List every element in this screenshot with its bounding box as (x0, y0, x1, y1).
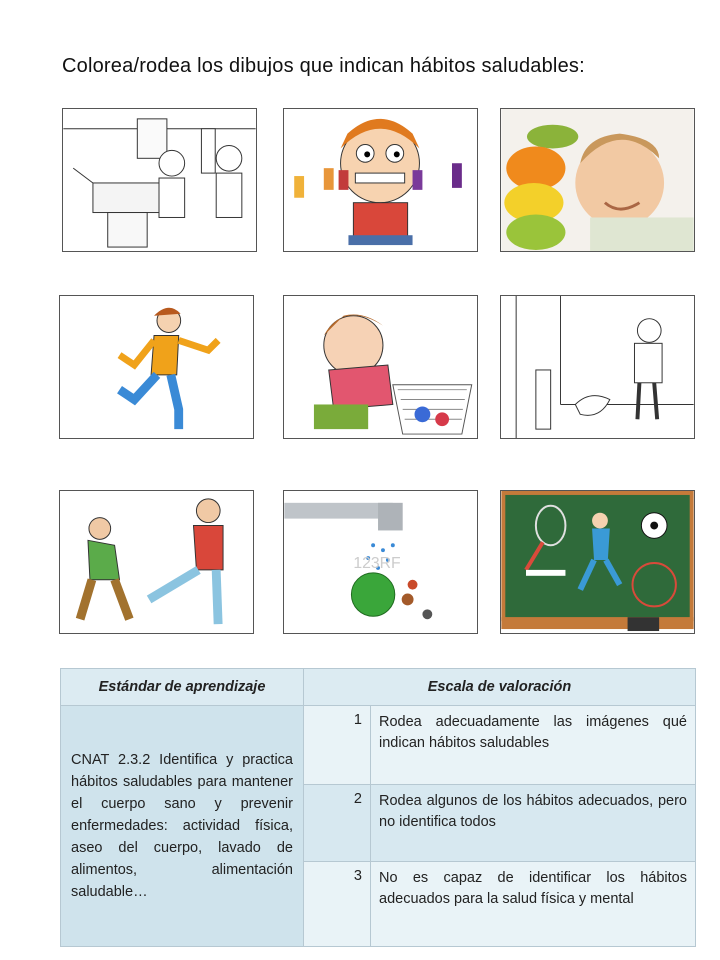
level-description: No es capaz de identificar los hábitos adecuados para la salud física y mental (371, 862, 696, 947)
rubric-row (61, 706, 696, 785)
rubric-table (60, 668, 696, 947)
picture-sports-chalkboard[interactable] (500, 490, 695, 634)
header-standard: Estándar de aprendizaje (61, 669, 304, 706)
picture-apple-faucet[interactable] (283, 490, 478, 634)
picture-girl-running[interactable] (59, 295, 254, 439)
standard-description: CNAT 2.3.2 Identifica y practica hábitos saludables para mantener el cuerpo sano y prevenir enfermedades: actividad física, aseo del cuerpo, lavado de alimentos, alimentación saludable… (61, 706, 304, 947)
level-description: Rodea adecuadamente las imágenes qué indican hábitos saludables (371, 706, 696, 785)
picture-littering-street[interactable] (500, 295, 695, 439)
level-number: 1 (304, 706, 371, 785)
level-number: 3 (304, 862, 371, 947)
apple-faucet-illustration (284, 491, 477, 633)
trash-illustration (284, 296, 477, 438)
level-description: Rodea algunos de los hábitos adecuados, pero no identifica todos (371, 785, 696, 862)
littering-illustration (501, 296, 694, 438)
running-illustration (60, 296, 253, 438)
rubric-header-row (61, 669, 696, 706)
fruits-illustration (501, 109, 694, 251)
level-number: 2 (304, 785, 371, 862)
picture-boy-with-fruits[interactable] (500, 108, 695, 252)
kicking-illustration (60, 491, 253, 633)
header-scale: Escala de valoración (304, 669, 696, 706)
popsicles-illustration (284, 109, 477, 251)
picture-washing-hands[interactable] (62, 108, 257, 252)
picture-throwing-trash[interactable] (283, 295, 478, 439)
picture-kicking[interactable] (59, 490, 254, 634)
chalkboard-illustration (501, 491, 694, 633)
washing-hands-illustration (63, 109, 256, 251)
watermark-text: 123RF (353, 554, 401, 572)
picture-eating-popsicles[interactable] (283, 108, 478, 252)
worksheet-title: Colorea/rodea los dibujos que indican hábitos saludables: (62, 55, 585, 77)
